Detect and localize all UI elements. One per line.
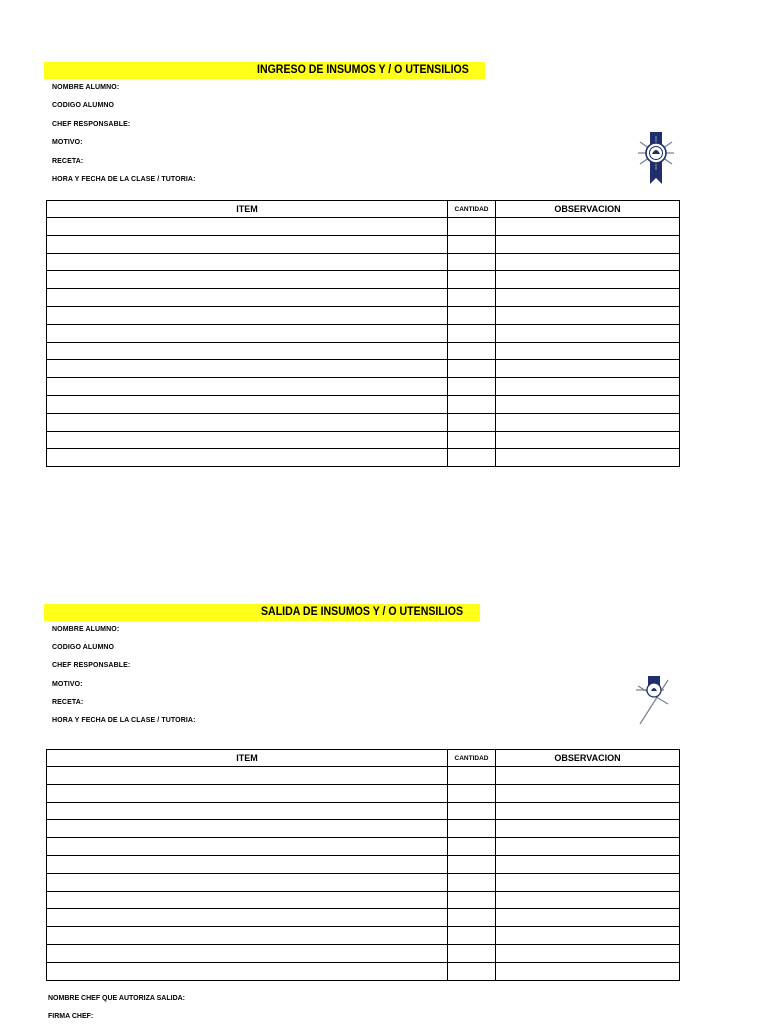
observacion-cell[interactable] xyxy=(496,962,680,980)
cantidad-cell[interactable] xyxy=(448,360,496,378)
observacion-cell[interactable] xyxy=(496,944,680,962)
table-row xyxy=(47,767,680,785)
cantidad-cell[interactable] xyxy=(448,395,496,413)
table-row xyxy=(47,378,680,396)
cantidad-cell[interactable] xyxy=(448,784,496,802)
salida-title: SALIDA DE INSUMOS Y / O UTENSILIOS xyxy=(261,606,464,618)
table-header-row xyxy=(47,750,680,767)
item-cell[interactable] xyxy=(47,838,448,856)
school-crest-icon xyxy=(634,674,674,728)
footer-authorizer-label: NOMBRE CHEF QUE AUTORIZA SALIDA: xyxy=(48,995,186,1002)
salida-field-nombre-alumno: NOMBRE ALUMNO: xyxy=(52,626,120,633)
table-row xyxy=(47,306,680,324)
item-cell[interactable] xyxy=(47,855,448,873)
table-row xyxy=(47,891,680,909)
table-row xyxy=(47,855,680,873)
table-row xyxy=(47,449,680,467)
table-row xyxy=(47,820,680,838)
cantidad-cell[interactable] xyxy=(448,820,496,838)
observacion-cell[interactable] xyxy=(496,342,680,360)
observacion-cell[interactable] xyxy=(496,838,680,856)
observacion-cell[interactable] xyxy=(496,449,680,467)
ingreso-items-table xyxy=(46,200,680,467)
item-cell[interactable] xyxy=(47,449,448,467)
item-cell[interactable] xyxy=(47,962,448,980)
observacion-cell[interactable] xyxy=(496,802,680,820)
observacion-cell[interactable] xyxy=(496,395,680,413)
table-row xyxy=(47,838,680,856)
cantidad-cell[interactable] xyxy=(448,289,496,307)
ingreso-field-motivo: MOTIVO: xyxy=(52,139,83,146)
table-row xyxy=(47,235,680,253)
salida-field-receta: RECETA: xyxy=(52,699,84,706)
item-cell[interactable] xyxy=(47,395,448,413)
header-item: ITEM xyxy=(47,201,448,218)
table-row xyxy=(47,324,680,342)
observacion-cell[interactable] xyxy=(496,218,680,236)
header-observacion: OBSERVACION xyxy=(496,201,680,218)
ingreso-field-codigo-alumno: CODIGO ALUMNO xyxy=(52,102,115,109)
item-cell[interactable] xyxy=(47,342,448,360)
salida-field-hora-fecha: HORA Y FECHA DE LA CLASE / TUTORIA: xyxy=(52,717,196,724)
item-cell[interactable] xyxy=(47,820,448,838)
salida-field-codigo-alumno: CODIGO ALUMNO xyxy=(52,644,115,651)
cantidad-cell[interactable] xyxy=(448,342,496,360)
item-cell[interactable] xyxy=(47,767,448,785)
cantidad-cell[interactable] xyxy=(448,855,496,873)
table-row xyxy=(47,253,680,271)
table-row xyxy=(47,962,680,980)
observacion-cell[interactable] xyxy=(496,378,680,396)
header-cantidad: CANTIDAD xyxy=(448,750,496,767)
header-item: ITEM xyxy=(47,750,448,767)
cantidad-cell[interactable] xyxy=(448,838,496,856)
item-cell[interactable] xyxy=(47,927,448,945)
cantidad-cell[interactable] xyxy=(448,271,496,289)
item-cell[interactable] xyxy=(47,235,448,253)
cantidad-cell[interactable] xyxy=(448,891,496,909)
ingreso-title: INGRESO DE INSUMOS Y / O UTENSILIOS xyxy=(257,64,469,76)
table-row xyxy=(47,784,680,802)
observacion-cell[interactable] xyxy=(496,909,680,927)
cantidad-cell[interactable] xyxy=(448,909,496,927)
item-cell[interactable] xyxy=(47,360,448,378)
footer-signature-label: FIRMA CHEF: xyxy=(48,1013,94,1020)
ingreso-field-receta: RECETA: xyxy=(52,158,84,165)
ingreso-field-nombre-alumno: NOMBRE ALUMNO: xyxy=(52,84,120,91)
item-cell[interactable] xyxy=(47,413,448,431)
ingreso-field-chef-responsable: CHEF RESPONSABLE: xyxy=(52,121,131,128)
cantidad-cell[interactable] xyxy=(448,962,496,980)
cantidad-cell[interactable] xyxy=(448,413,496,431)
item-cell[interactable] xyxy=(47,431,448,449)
observacion-cell[interactable] xyxy=(496,927,680,945)
cantidad-cell[interactable] xyxy=(448,235,496,253)
cantidad-cell[interactable] xyxy=(448,324,496,342)
table-row xyxy=(47,431,680,449)
observacion-cell[interactable] xyxy=(496,767,680,785)
ingreso-field-hora-fecha: HORA Y FECHA DE LA CLASE / TUTORIA: xyxy=(52,176,196,183)
item-cell[interactable] xyxy=(47,802,448,820)
cantidad-cell[interactable] xyxy=(448,378,496,396)
observacion-cell[interactable] xyxy=(496,413,680,431)
table-row xyxy=(47,413,680,431)
observacion-cell[interactable] xyxy=(496,820,680,838)
cantidad-cell[interactable] xyxy=(448,431,496,449)
item-cell[interactable] xyxy=(47,271,448,289)
item-cell[interactable] xyxy=(47,784,448,802)
table-row xyxy=(47,271,680,289)
item-cell[interactable] xyxy=(47,289,448,307)
observacion-cell[interactable] xyxy=(496,431,680,449)
observacion-cell[interactable] xyxy=(496,891,680,909)
observacion-cell[interactable] xyxy=(496,253,680,271)
observacion-cell[interactable] xyxy=(496,235,680,253)
observacion-cell[interactable] xyxy=(496,873,680,891)
cantidad-cell[interactable] xyxy=(448,218,496,236)
table-row xyxy=(47,802,680,820)
item-cell[interactable] xyxy=(47,944,448,962)
table-row xyxy=(47,395,680,413)
observacion-cell[interactable] xyxy=(496,271,680,289)
salida-field-motivo: MOTIVO: xyxy=(52,681,83,688)
observacion-cell[interactable] xyxy=(496,784,680,802)
item-cell[interactable] xyxy=(47,324,448,342)
observacion-cell[interactable] xyxy=(496,324,680,342)
cantidad-cell[interactable] xyxy=(448,306,496,324)
cantidad-cell[interactable] xyxy=(448,873,496,891)
item-cell[interactable] xyxy=(47,873,448,891)
table-row xyxy=(47,218,680,236)
cantidad-cell[interactable] xyxy=(448,944,496,962)
cantidad-cell[interactable] xyxy=(448,253,496,271)
table-row xyxy=(47,342,680,360)
cantidad-cell[interactable] xyxy=(448,802,496,820)
table-row xyxy=(47,360,680,378)
header-cantidad: CANTIDAD xyxy=(448,201,496,218)
item-cell[interactable] xyxy=(47,306,448,324)
table-row xyxy=(47,289,680,307)
cantidad-cell[interactable] xyxy=(448,927,496,945)
cantidad-cell[interactable] xyxy=(448,449,496,467)
table-row xyxy=(47,873,680,891)
school-crest-icon xyxy=(636,130,676,186)
table-row xyxy=(47,909,680,927)
item-cell[interactable] xyxy=(47,909,448,927)
observacion-cell[interactable] xyxy=(496,855,680,873)
observacion-cell[interactable] xyxy=(496,289,680,307)
observacion-cell[interactable] xyxy=(496,306,680,324)
item-cell[interactable] xyxy=(47,378,448,396)
observacion-cell[interactable] xyxy=(496,360,680,378)
salida-field-chef-responsable: CHEF RESPONSABLE: xyxy=(52,662,131,669)
table-row xyxy=(47,944,680,962)
item-cell[interactable] xyxy=(47,891,448,909)
cantidad-cell[interactable] xyxy=(448,767,496,785)
item-cell[interactable] xyxy=(47,218,448,236)
salida-items-table xyxy=(46,749,680,981)
header-observacion: OBSERVACION xyxy=(496,750,680,767)
item-cell[interactable] xyxy=(47,253,448,271)
table-header-row xyxy=(47,201,680,218)
table-row xyxy=(47,927,680,945)
